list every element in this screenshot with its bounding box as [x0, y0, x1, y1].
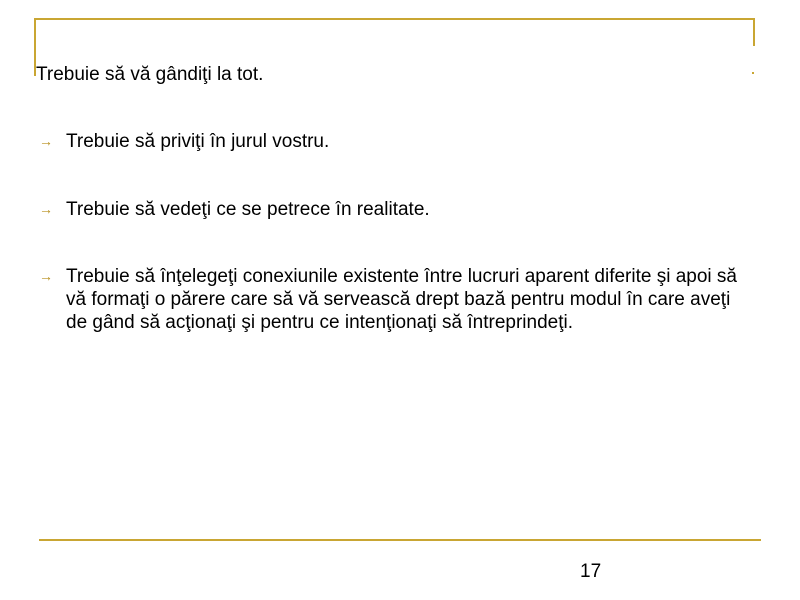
slide-frame-top-border: [34, 18, 755, 20]
bullet-text: Trebuie să înţelegeţi conexiunile existente între lucruri aparent diferite şi apoi să vă formaţi o părere care să vă servească drept bază pentru modul în care aveţi de gând să acţionaţi şi pentru ce intenţionaţi să întreprindeţi.: [66, 266, 738, 333]
arrow-right-icon: →: [39, 268, 53, 284]
bullet-text: Trebuie să vedeţi ce se petrece în realitate.: [66, 199, 430, 220]
bullet-text: Trebuie să priviţi în jurul vostru.: [66, 131, 330, 152]
bullet-item: [36, 198, 756, 221]
bullet-item: [36, 265, 756, 334]
bullet-item: [36, 130, 756, 153]
arrow-right-icon: →: [39, 133, 53, 149]
slide-frame-corner-dot: [752, 72, 754, 74]
footer-divider: [39, 539, 761, 541]
intro-text: Trebuie să vă gândiţi la tot.: [36, 64, 264, 85]
slide-frame-right-border: [753, 18, 755, 46]
arrow-right-icon: →: [39, 201, 53, 217]
page-number: 17: [580, 561, 602, 582]
